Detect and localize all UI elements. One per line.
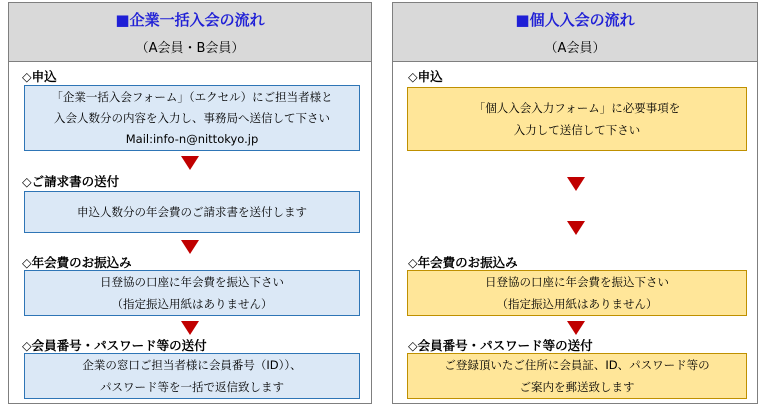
- corporate-step-3-line-2: （指定振込用紙はありません）: [111, 297, 273, 311]
- individual-flow-panel: [392, 2, 758, 404]
- corporate-step-1-box: [24, 85, 360, 151]
- individual-step-1-box: [407, 87, 747, 151]
- corporate-step-3-line-1: 日登協の口座に年会費を振込下さい: [100, 275, 284, 289]
- corporate-flow-subtitle: （A会員・B会員）: [135, 41, 245, 56]
- individual-step-1-line-2: 入力して送信して下さい: [513, 123, 641, 137]
- corporate-step-4-box: [24, 353, 360, 399]
- corporate-step-4-line-1: 企業の窓口ご担当者様に会員番号（ID））、: [82, 358, 302, 372]
- corporate-flow-title: ■企業一括入会の流れ: [115, 11, 265, 29]
- corporate-step-3-label: ◇年会費のお振込み: [22, 255, 132, 270]
- corporate-step-4-label: ◇会員番号・パスワード等の送付: [22, 338, 207, 353]
- individual-step-2-line-2: （指定振込用紙はありません）: [496, 297, 658, 311]
- down-arrow-icon: [567, 221, 585, 235]
- corporate-step-2-label: ◇ご請求書の送付: [22, 174, 120, 189]
- individual-step-3-box: [407, 353, 747, 399]
- individual-step-3-line-2: ご案内を郵送致します: [519, 380, 635, 394]
- individual-flow-title: ■個人入会の流れ: [515, 11, 635, 29]
- down-arrow-icon: [181, 156, 199, 170]
- corporate-step-1-label: ◇申込: [22, 69, 57, 84]
- individual-step-1-line-1: 「個人入会入力フォーム」に必要事項を: [473, 101, 681, 115]
- down-arrow-icon: [567, 321, 585, 335]
- corporate-step-1-email: Mail:info-n@nittokyo.jp: [125, 131, 259, 146]
- corporate-flow-header: [9, 3, 371, 62]
- down-arrow-icon: [567, 177, 585, 191]
- individual-step-3-label: ◇会員番号・パスワード等の送付: [408, 338, 593, 353]
- corporate-step-3-box: [24, 270, 360, 316]
- corporate-step-2-line-1: 申込人数分の年会費のご請求書を送付します: [77, 205, 307, 219]
- individual-step-2-box: [407, 270, 747, 316]
- individual-step-2-line-1: 日登協の口座に年会費を振込下さい: [485, 275, 669, 289]
- corporate-flow-panel: [8, 2, 372, 404]
- corporate-step-2-box: [24, 191, 360, 233]
- individual-step-2-label: ◇年会費のお振込み: [408, 255, 518, 270]
- individual-step-1-label: ◇申込: [408, 69, 443, 84]
- corporate-step-4-line-2: パスワード等を一括で返信致します: [100, 380, 284, 394]
- corporate-step-1-line-1: 「企業一括入会フォーム」（エクセル）にご担当者様と: [51, 89, 333, 104]
- individual-step-3-line-1: ご登録頂いたご住所に会員証、ID、パスワード等の: [444, 358, 710, 372]
- down-arrow-icon: [181, 321, 199, 335]
- individual-flow-subtitle: （A会員）: [544, 41, 606, 56]
- down-arrow-icon: [181, 240, 199, 254]
- corporate-step-1-line-2: 入会人数分の内容を入力し、事務局へ送信して下さい: [54, 110, 330, 125]
- individual-flow-header: [393, 3, 757, 62]
